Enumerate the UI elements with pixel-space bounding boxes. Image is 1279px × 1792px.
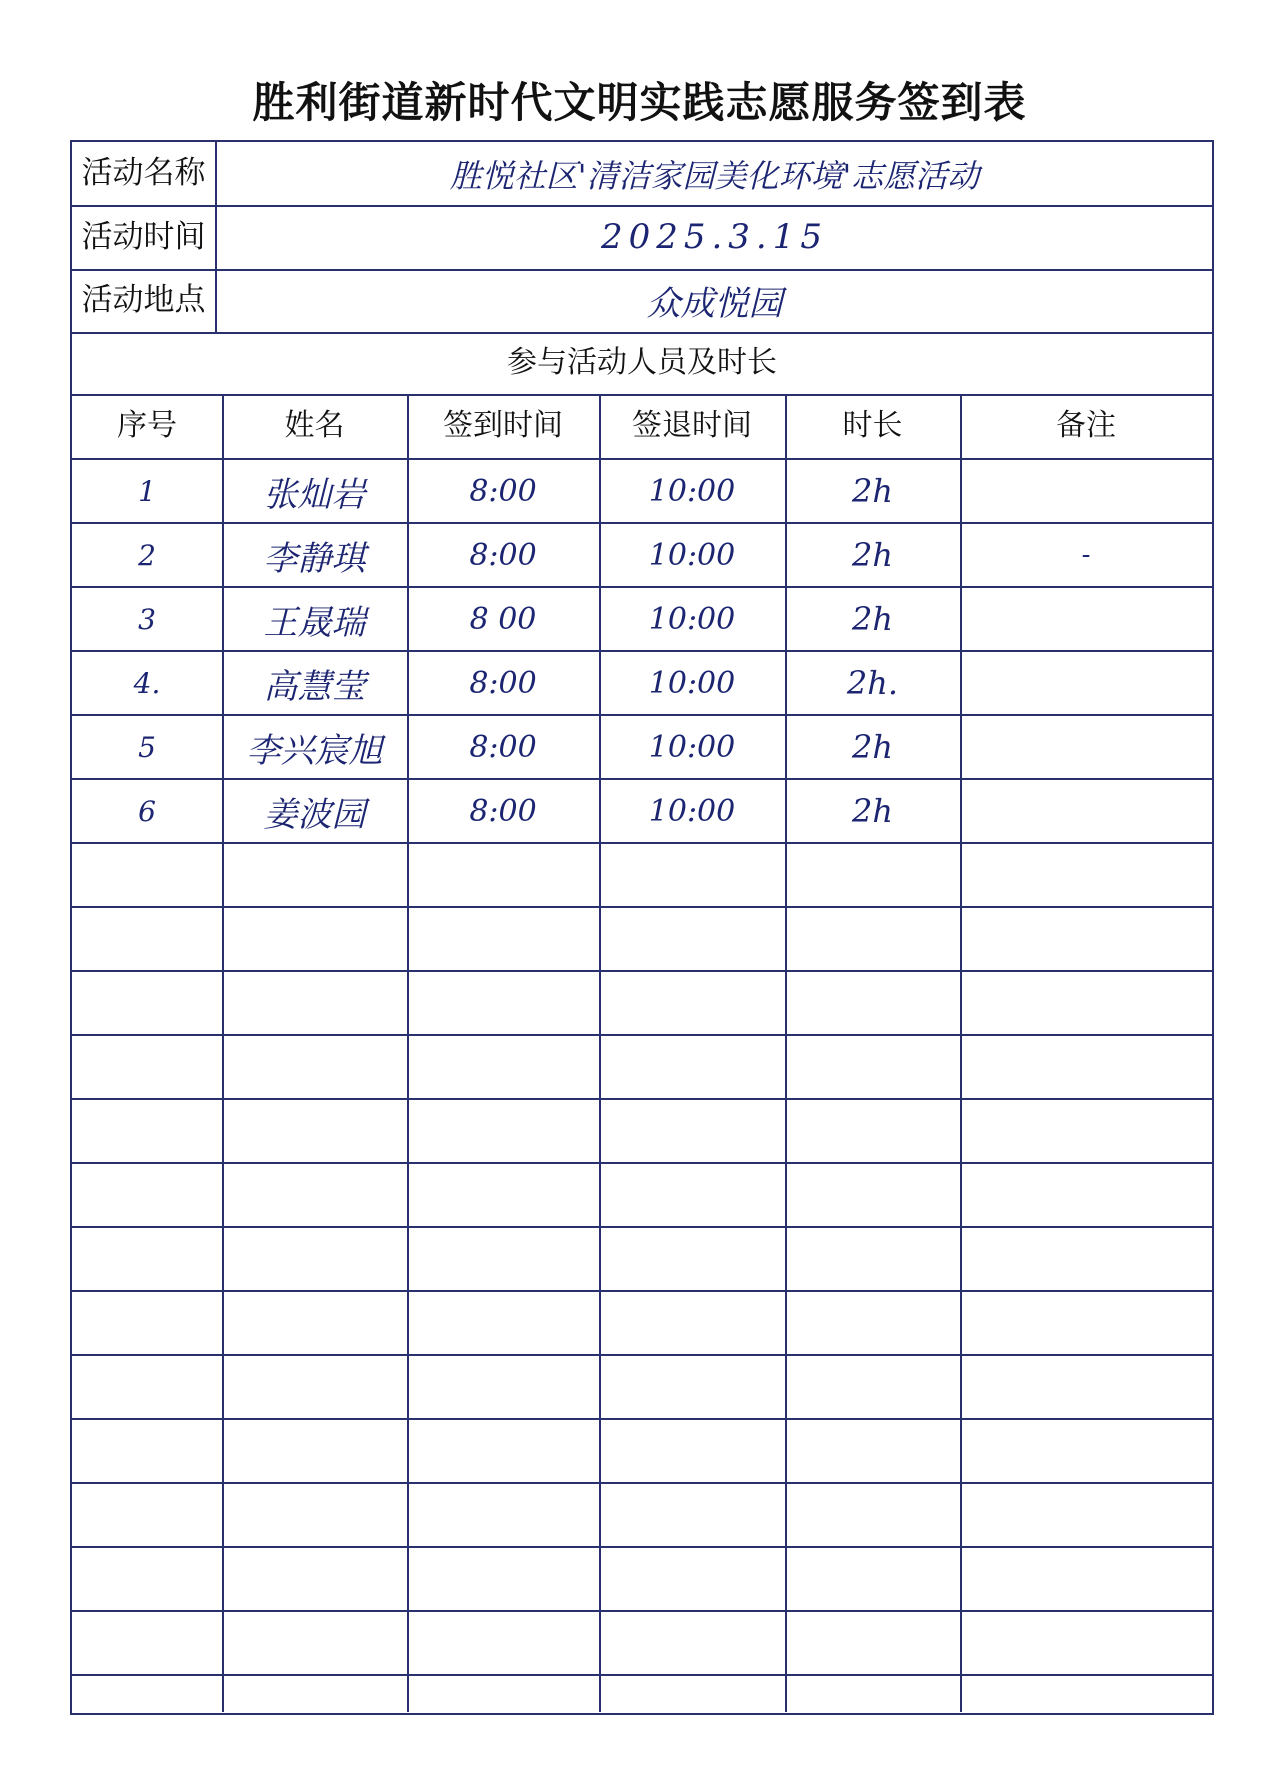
column-header-duration: 时长 bbox=[842, 408, 903, 443]
cell-sign-in-time: 8:00 bbox=[469, 537, 537, 573]
activity-time-value: 2025.3.15 bbox=[600, 217, 829, 257]
page-title: 胜利街道新时代文明实践志愿服务签到表 bbox=[252, 78, 1027, 127]
section-title: 参与活动人员及时长 bbox=[507, 345, 777, 380]
cell-sign-in-time: 8:00 bbox=[469, 793, 537, 829]
cell-sign-out-time: 10:00 bbox=[648, 601, 736, 637]
cell-remark: - bbox=[1081, 540, 1091, 570]
cell-sign-in-time: 8:00 bbox=[469, 665, 537, 701]
cell-index: 6 bbox=[138, 794, 156, 828]
cell-duration: 2h bbox=[852, 536, 893, 574]
column-header-remark: 备注 bbox=[1056, 408, 1116, 443]
cell-sign-in-time: 8:00 bbox=[469, 473, 537, 509]
cell-duration: 2h bbox=[852, 472, 893, 510]
column-header-sign-in-time: 签到时间 bbox=[443, 408, 563, 443]
cell-index: 3 bbox=[138, 602, 156, 636]
cell-sign-out-time: 10:00 bbox=[648, 537, 736, 573]
cell-remark bbox=[960, 588, 1212, 650]
cell-remark bbox=[960, 652, 1212, 714]
cell-duration: 2h. bbox=[846, 664, 899, 702]
cell-duration: 2h bbox=[852, 600, 893, 638]
cell-index: 4. bbox=[133, 666, 161, 700]
activity-name-label: 活动名称 bbox=[81, 155, 206, 191]
cell-sign-in-time: 8:00 bbox=[469, 729, 537, 765]
cell-index: 2 bbox=[138, 538, 156, 572]
cell-remark bbox=[960, 716, 1212, 778]
cell-remark bbox=[960, 460, 1212, 522]
cell-sign-out-time: 10:00 bbox=[648, 473, 736, 509]
cell-name: 高慧莹 bbox=[263, 666, 366, 707]
cell-name: 张灿岩 bbox=[263, 474, 366, 515]
activity-time-label: 活动时间 bbox=[81, 218, 206, 255]
column-header-index: 序号 bbox=[117, 408, 177, 443]
activity-name-value: 胜悦社区'清洁家园美化环境'志愿活动 bbox=[449, 156, 980, 195]
sign-in-sheet bbox=[70, 140, 1214, 1715]
cell-name: 王晟瑞 bbox=[263, 602, 366, 643]
cell-index: 5 bbox=[138, 730, 156, 764]
cell-duration: 2h bbox=[852, 792, 893, 830]
cell-name: 李兴宸旭 bbox=[246, 730, 383, 771]
activity-place-value: 众成悦园 bbox=[646, 284, 783, 324]
cell-duration: 2h bbox=[852, 728, 893, 766]
column-header-name: 姓名 bbox=[284, 408, 345, 443]
cell-remark bbox=[960, 780, 1212, 842]
cell-sign-in-time: 8 00 bbox=[469, 601, 537, 637]
column-header-sign-out-time: 签退时间 bbox=[632, 408, 752, 443]
cell-name: 李静琪 bbox=[263, 538, 366, 579]
cell-sign-out-time: 10:00 bbox=[648, 793, 736, 829]
cell-index: 1 bbox=[138, 474, 156, 508]
cell-name: 姜波园 bbox=[263, 794, 366, 835]
cell-sign-out-time: 10:00 bbox=[648, 665, 736, 701]
activity-place-label: 活动地点 bbox=[81, 282, 206, 318]
cell-sign-out-time: 10:00 bbox=[648, 729, 736, 765]
